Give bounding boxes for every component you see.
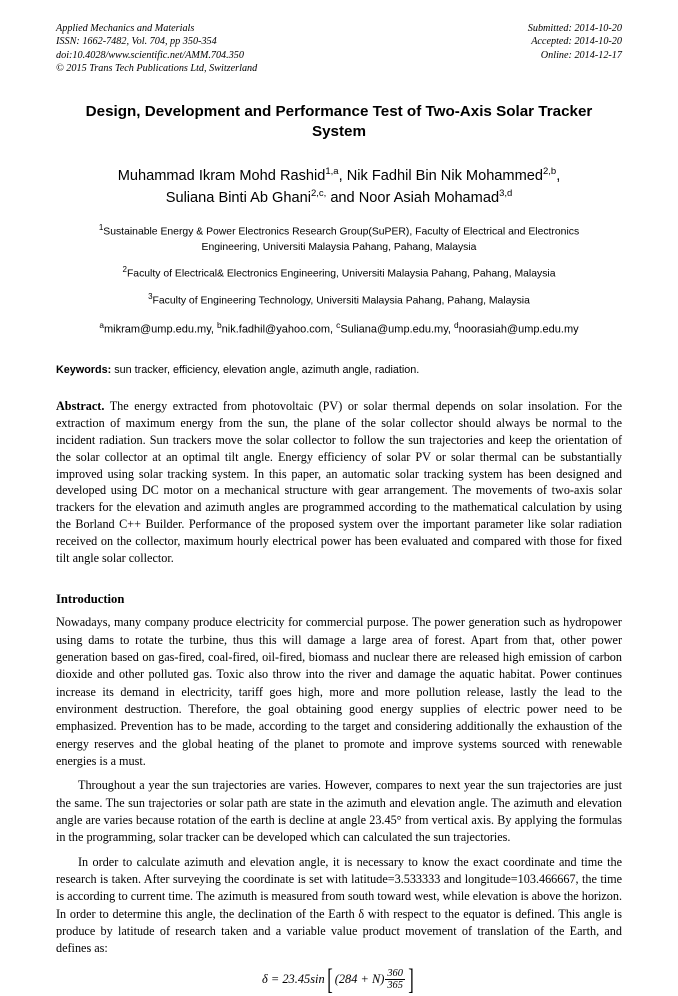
bracket-open: [	[326, 962, 333, 996]
author-mohamad-marker: 3,d	[499, 188, 513, 200]
affiliation-text: Sustainable Energy & Power Electronics Research Group(SuPER), Faculty of Electrical and Electronics Engineering, Universiti Malaysia Pahang, Pahang, Malaysia	[103, 226, 580, 254]
keywords-label: Keywords:	[56, 364, 112, 377]
abstract-section	[56, 398, 622, 566]
journal-issn-volume: ISSN: 1662-7482, Vol. 704, pp 350-354	[56, 36, 217, 48]
journal-info	[56, 22, 257, 76]
fraction-denominator: 365	[387, 979, 403, 991]
equation-lhs: δ = 23.45sin	[262, 971, 325, 986]
equation-declination	[56, 962, 622, 996]
author-ghani-marker: 2,c,	[310, 188, 327, 200]
journal-copyright: © 2015 Trans Tech Publications Ltd, Switzerland	[56, 63, 258, 75]
affiliation-text: Faculty of Engineering Technology, Universiti Malaysia Pahang, Pahang, Malaysia	[152, 295, 530, 307]
equation-inner: (284 + N)	[334, 971, 385, 986]
email-marker-b: b	[217, 320, 222, 331]
author-ghani: Suliana Binti Ab Ghani	[165, 190, 311, 207]
email-marker-c: c	[336, 320, 341, 331]
bracket-close: ]	[408, 962, 414, 996]
author-emails	[56, 320, 622, 338]
date-submitted: Submitted: 2014-10-20	[527, 23, 622, 34]
intro-paragraph-2: Throughout a year the sun trajectories are varies. However, compares to next year the sun trajectories are just the same. The sun trajectories or solar path are state in the azimuth and elevation angle. The azimuth and elevation angle are varies because rotation of the earth is decline at angle 23.45° from vertical axis. By applying the formulas in the programming, solar tracker can be developed which can calculated the sun trajectories.	[56, 778, 622, 845]
email-b: nik.fadhil@yahoo.com,	[221, 323, 337, 336]
intro-paragraph-1: Nowadays, many company produce electricity for commercial purpose. The power generation such as hydropower using dams to rotate the turbine, thus this will damage a large area of forest. Apart from that, other power generation based on gas-fired, coal-fired, oil-fired, biomass and nuclear there are released high emission of carbon dioxide and other polluted gas. Toxic also throw into the river and damage the aquatic habitat. Power continues increase its demand in electricity, tariff goes high, more and more pollution release, lastly the lead to the environment destruction. Therefore, the goal obtaining good energy supplies of electric power need to be emphasized. Prevention has to be made, according to the target and considering additionally the exhaustion of the energy reserves and the global heating of the planet to promote and improve systems sourced with renewable energies is a must.	[56, 615, 622, 769]
affiliation-item	[56, 264, 622, 282]
keywords-text: sun tracker, efficiency, elevation angle, azimuth angle, radiation.	[111, 364, 420, 377]
equation-fraction	[385, 968, 405, 991]
author-line1-comma: ,	[556, 168, 561, 185]
date-accepted: Accepted: 2014-10-20	[531, 36, 622, 48]
author-rashid-marker: 1,a	[325, 166, 339, 178]
author-line-2	[56, 187, 622, 209]
affiliation-item	[56, 222, 622, 255]
paper-title: Design, Development and Performance Test of Two-Axis Solar Tracker System	[85, 102, 593, 141]
keywords-section	[56, 364, 622, 376]
section-heading-introduction: Introduction	[56, 592, 125, 607]
affiliation-marker: 1	[98, 223, 104, 233]
affiliation-text: Faculty of Electrical& Electronics Engineering, Universiti Malaysia Pahang, Pahang, Malaysia	[126, 268, 556, 280]
fraction-numerator: 360	[387, 967, 403, 979]
author-mohammed: , Nik Fadhil Bin Nik Mohammed	[338, 168, 543, 185]
author-line-1	[56, 165, 622, 187]
email-c: Suliana@ump.edu.my,	[340, 323, 454, 336]
author-list	[56, 165, 622, 209]
author-mohammed-marker: 2,b	[542, 166, 557, 178]
submission-dates	[528, 22, 622, 62]
email-d: noorasiah@ump.edu.my	[458, 323, 579, 336]
author-mohamad: and Noor Asiah Mohamad	[326, 190, 500, 207]
abstract-text: The energy extracted from photovoltaic (PV) or solar thermal depends on solar insolation. For the extraction of maximum energy from the sun, the plane of the solar collector should always be normal to the incident radiation. Sun trackers move the solar collector to follow the sun trajectories and keep the orientation of the solar collector at an optimal tilt angle. Energy efficiency of solar PV or solar thermal can be substantially improved using solar tracking system. In this paper, an automatic solar tracking system has been designed and developed using DC motor on a mechanical structure with gear arrangement. The movements of two-axis solar trackers for the elevation and azimuth angles are programmed according to the mathematical calculation by using the Borland C++ Builder. Performance of the proposed system over the important parameter like solar radiation received on the collector, maximum hourly electrical power has been evaluated and compared with those for fixed tilt angle solar collector.	[56, 399, 622, 565]
journal-header	[56, 22, 622, 76]
email-marker-d: d	[454, 320, 459, 331]
author-rashid: Muhammad Ikram Mohd Rashid	[117, 168, 326, 185]
email-marker-a: a	[99, 320, 104, 331]
affiliation-item	[56, 291, 622, 309]
journal-doi: doi:10.4028/www.scientific.net/AMM.704.350	[56, 49, 244, 61]
email-a: mikram@ump.edu.my,	[103, 323, 218, 336]
intro-paragraph-3: In order to calculate azimuth and elevation angle, it is necessary to know the exact coordinate and time the research is taken. After surveying the coordinate is set with latitude=3.533333 and longitude=103.466667, the time is according to current time. The azimuth is measured from south toward west, while elevation is above the horizon. In order to determine this angle, the declination of the Earth δ with respect to the equator is defined. This angle is produce by latitude of research taken and a variable value product movement of translation of the Earth, and defines as:	[56, 854, 622, 956]
affiliation-marker: 2	[122, 265, 127, 275]
affiliation-list	[56, 222, 622, 309]
journal-name: Applied Mechanics and Materials	[56, 23, 195, 34]
page-content	[56, 22, 622, 996]
affiliation-marker: 3	[148, 292, 153, 302]
abstract-label: Abstract.	[56, 399, 105, 414]
date-online: Online: 2014-12-17	[540, 49, 622, 61]
